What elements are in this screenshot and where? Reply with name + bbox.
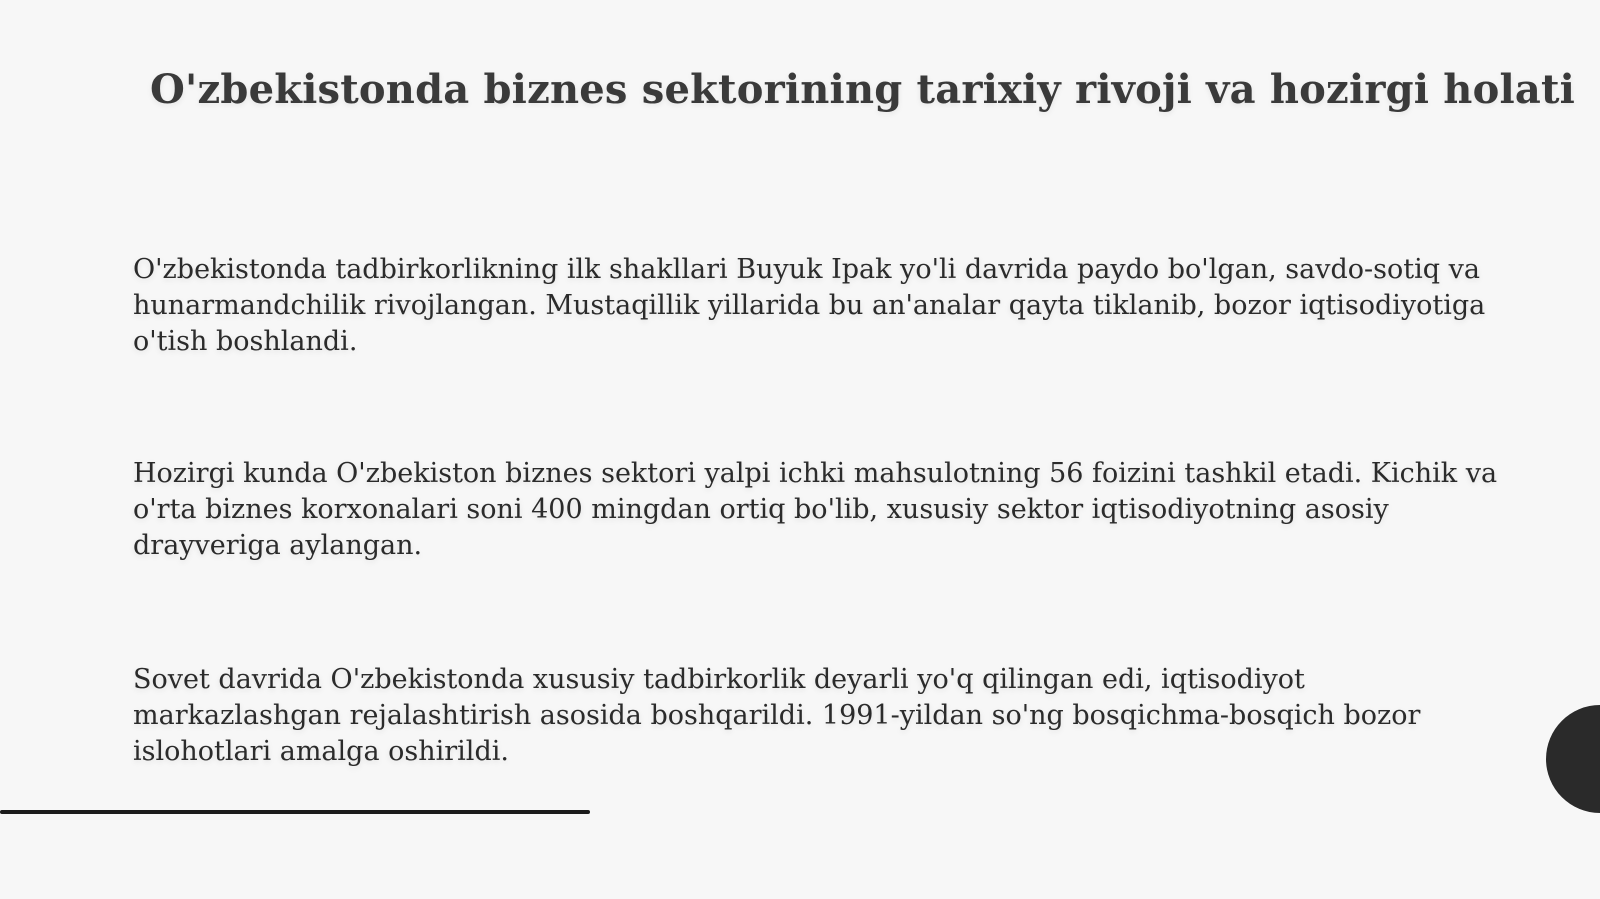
decorative-divider-line (0, 810, 590, 814)
paragraph-soviet-period: Sovet davrida O'zbekistonda xususiy tadbirkorlik deyarli yo'q qilingan edi, iqtisodiyot markazlashgan rejalashtirish asosida boshqarildi. 1991-yildan so'ng bosqichma-bosqich bozor islohotlari amalga oshirildi. (133, 664, 1421, 767)
slide-title: O'zbekistonda biznes sektorining tarixiy rivoji va hozirgi holati (150, 66, 1576, 113)
decorative-circle-shape (1546, 705, 1600, 813)
paragraph-current-state: Hozirgi kunda O'zbekiston biznes sektori yalpi ichki mahsulotning 56 foizini tashkil etadi. Kichik va o'rta biznes korxonalari soni 400 mingdan ortiq bo'lib, xususiy sektor iqtisodiyotning asosiy drayveriga aylangan. (133, 458, 1498, 561)
paragraph-history-origins: O'zbekistonda tadbirkorlikning ilk shakllari Buyuk Ipak yo'li davrida paydo bo'lgan, savdo-sotiq va hunarmandchilik rivojlangan. Mustaqillik yillarida bu an'analar qayta tiklanib, bozor iqtisodiyotiga o'tish boshlandi. (133, 254, 1486, 357)
